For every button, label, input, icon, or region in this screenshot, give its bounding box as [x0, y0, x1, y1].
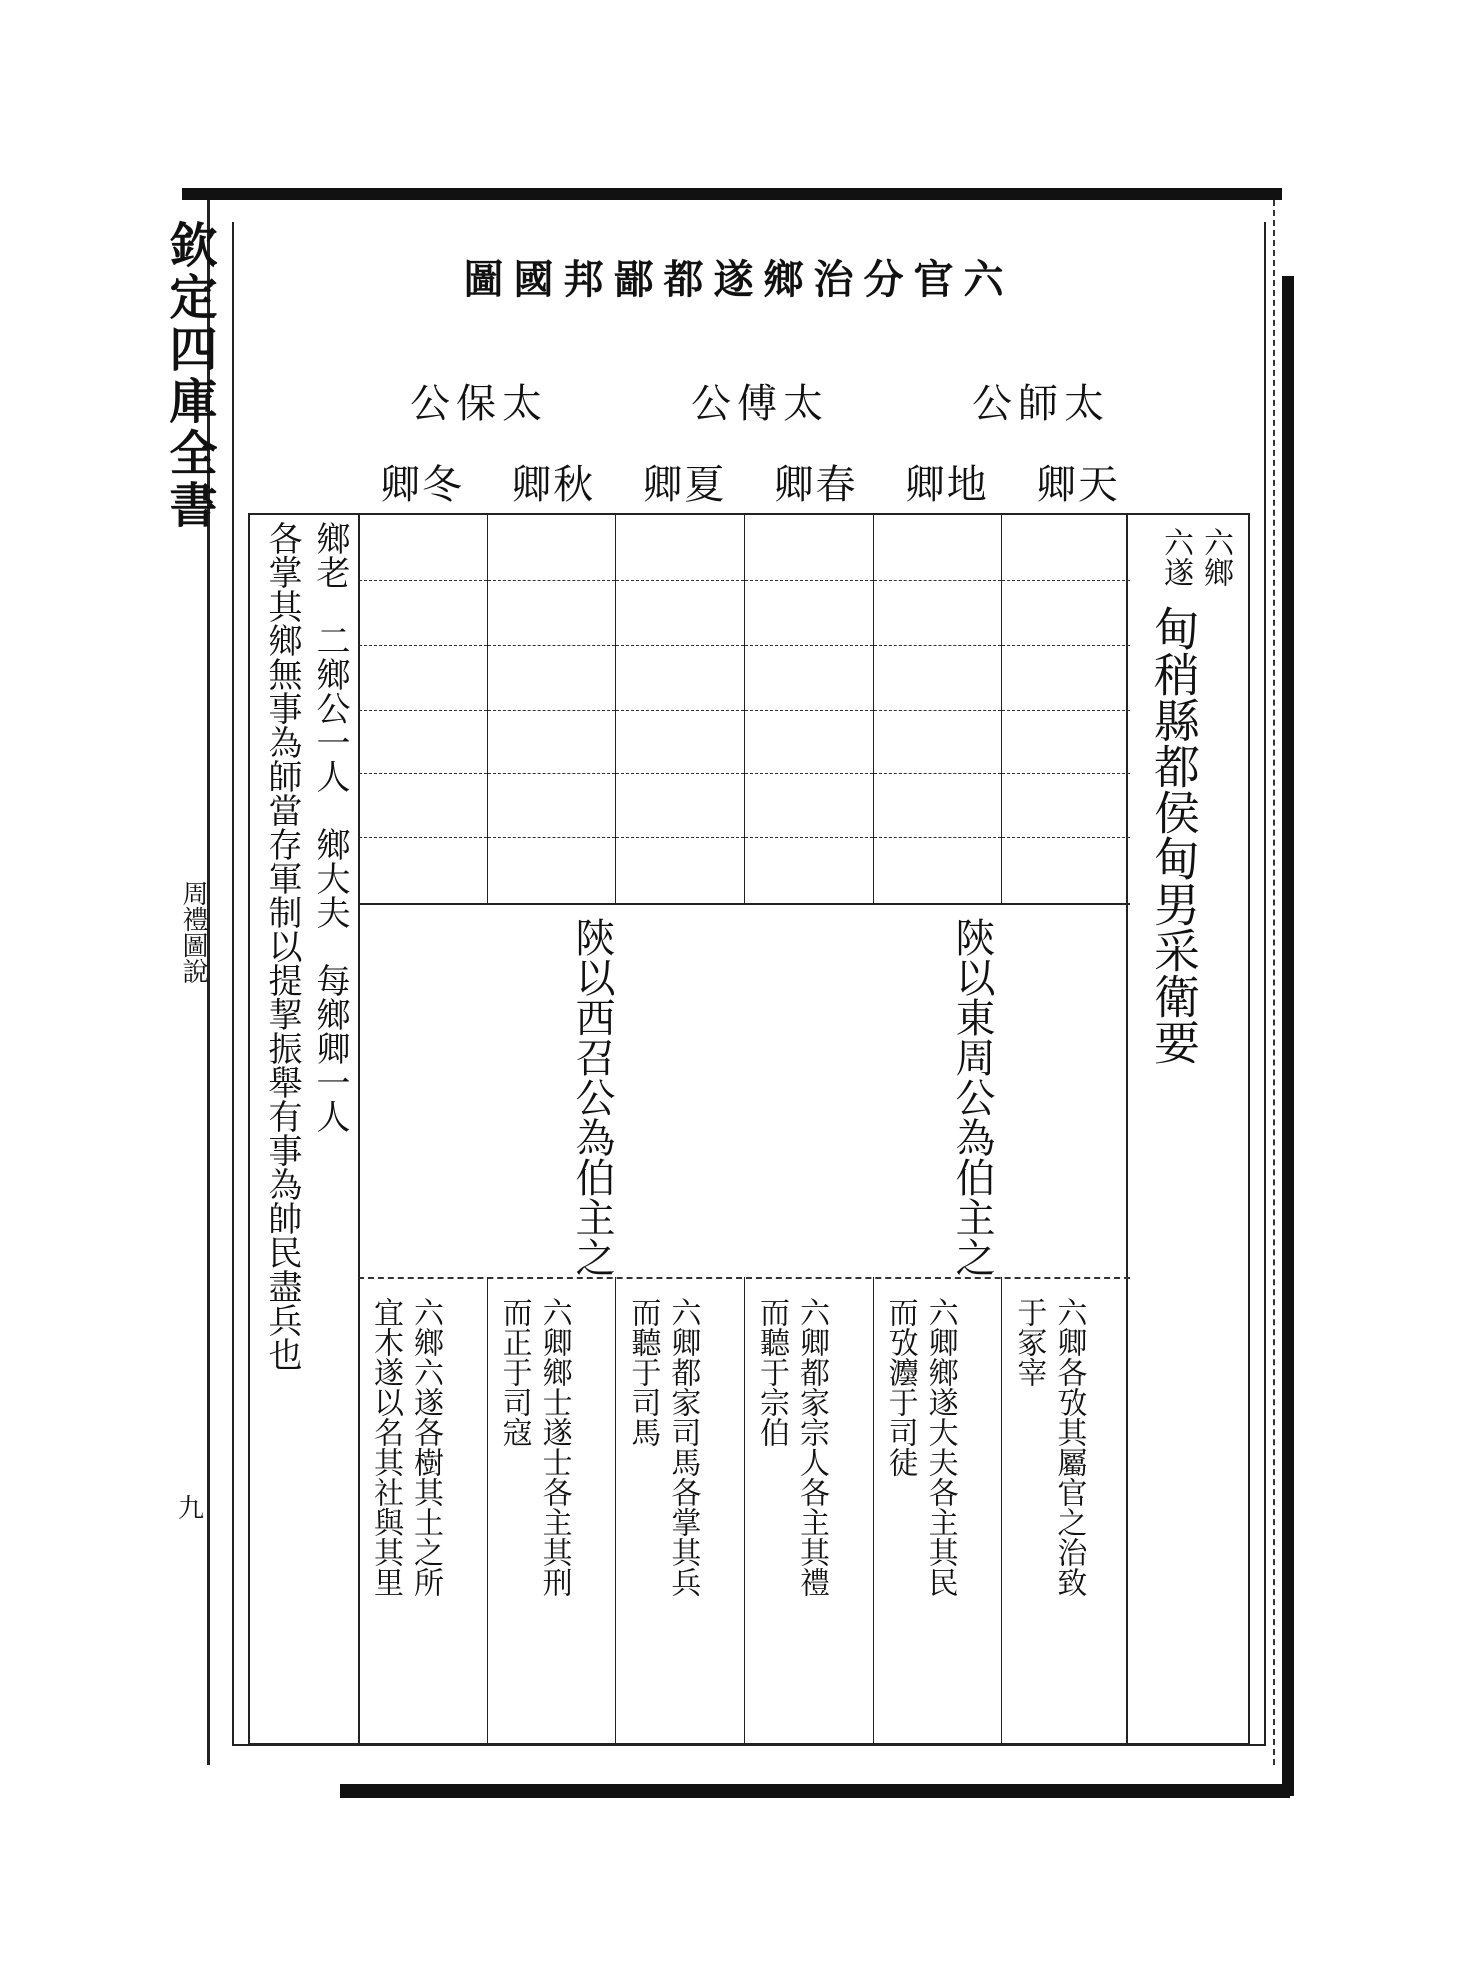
page-number: 九 — [178, 1494, 205, 1524]
bottom-border-bar — [340, 1784, 1290, 1798]
duke-taishi: 太師公 — [972, 381, 1110, 427]
six-xiang-label: 六鄉 — [1198, 527, 1233, 587]
duty-cell-chun: 六卿都家宗人各主其禮 而聽于宗伯 — [744, 1277, 873, 1743]
minister-qiu: 秋卿 — [511, 462, 596, 508]
book-title: 周禮圖說 — [178, 880, 208, 984]
east-zhougong-text: 陝以東周公為伯主之 — [949, 917, 995, 1277]
duty-cell-di: 六卿鄉遂大夫各主其民 而攷灋于司徒 — [873, 1277, 1002, 1743]
three-dukes-row — [410, 372, 1110, 429]
duty-cell-tian: 六卿各攷其屬官之治致 于冢宰 — [1001, 1277, 1130, 1743]
duty-cell-xia: 六卿都家司馬各掌其兵 而聽于司馬 — [615, 1277, 744, 1743]
minister-chun: 春卿 — [773, 462, 858, 508]
duties-row — [358, 1277, 1130, 1743]
minister-di: 地卿 — [904, 462, 989, 508]
upper-cell-chun — [744, 515, 873, 903]
duty-cell-dong: 六鄉六遂各樹其土之所 宜木遂以名其社與其里 — [358, 1277, 487, 1743]
officials-note: 各掌其鄉無事為師當存軍制以提挈振舉有事為帥民盡兵也 — [262, 521, 302, 1371]
minister-dong: 冬卿 — [380, 462, 464, 508]
duke-taifu: 太傅公 — [691, 381, 829, 427]
zones-column — [1126, 515, 1248, 1743]
minister-tian: 天卿 — [1035, 462, 1120, 508]
upper-cell-qiu — [487, 515, 616, 903]
page-title-text: 六官分治鄉遂都鄙邦國圖 — [463, 256, 1014, 303]
upper-cell-tian — [1001, 515, 1130, 903]
shaan-division-band — [358, 903, 1130, 1279]
page-title — [0, 248, 1477, 305]
officials-text: 鄉老 二鄉公一人 鄉大夫 每鄉卿一人 — [310, 521, 350, 1133]
six-sui-label: 六遂 — [1158, 527, 1193, 587]
upper-cell-xia — [615, 515, 744, 903]
upper-cell-dong — [358, 515, 487, 903]
top-border-bar — [182, 188, 1282, 200]
zones-list: 甸稍縣都侯甸男采衛要 — [1147, 605, 1201, 1065]
xiang-officials-column — [250, 515, 360, 1743]
duty-cell-qiu: 六卿鄉士遂士各主其刑 而正于司寇 — [487, 1277, 616, 1743]
diagram-grid — [248, 513, 1250, 1745]
upper-grid — [358, 515, 1130, 903]
right-border-bar — [1282, 276, 1294, 1796]
west-shaogong-text: 陝以西召公為伯主之 — [569, 917, 615, 1277]
minister-xia: 夏卿 — [642, 462, 727, 508]
six-ministers-row — [380, 453, 1120, 510]
upper-cell-di — [873, 515, 1002, 903]
collection-title: 欽定四庫全書 — [161, 220, 217, 532]
duke-taibao: 太保公 — [410, 381, 548, 427]
